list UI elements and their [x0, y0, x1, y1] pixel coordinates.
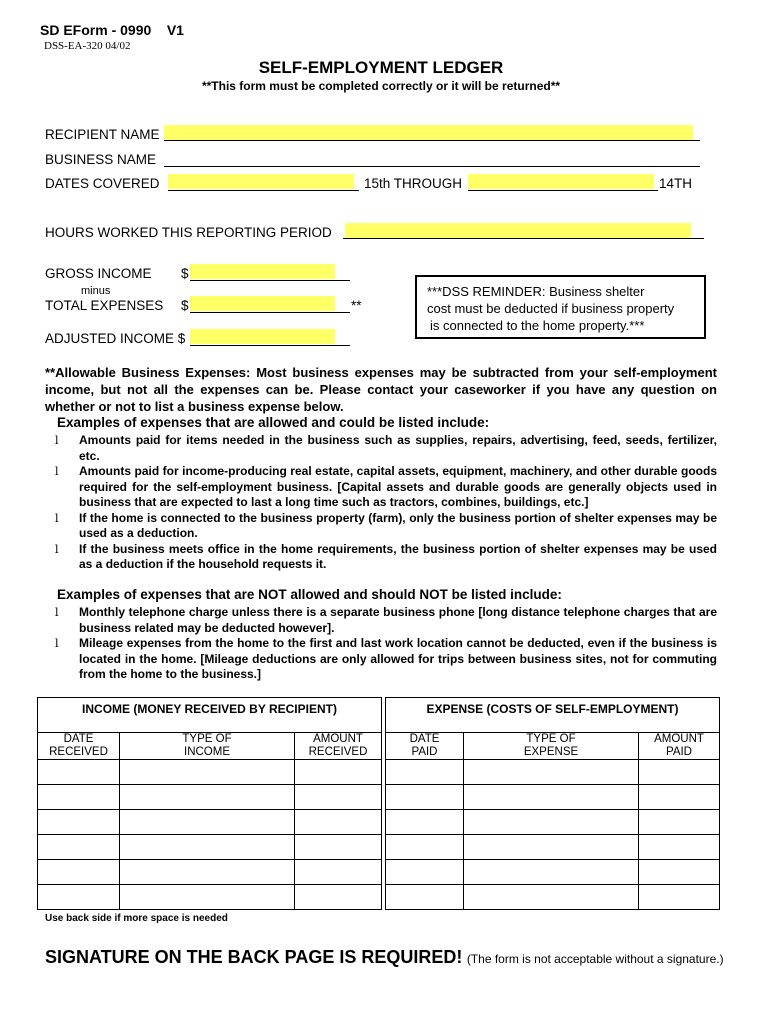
allowed-item	[55, 511, 717, 542]
bullet-mark: l	[55, 465, 59, 478]
adjusted-income-highlight	[190, 329, 335, 344]
dates-covered-label: DATES COVERED	[45, 176, 160, 191]
dates-to-highlight	[468, 174, 654, 189]
type-of-income-cell[interactable]	[120, 835, 295, 860]
col-date-paid: DATE PAID	[386, 733, 464, 760]
date-paid-cell[interactable]	[386, 885, 464, 910]
amount-paid-cell[interactable]	[639, 785, 720, 810]
ledger-row	[38, 785, 720, 810]
business-name-line	[164, 166, 700, 167]
page-title: SELF-EMPLOYMENT LEDGER	[258, 58, 504, 77]
hours-worked-line	[343, 238, 704, 239]
col-type-of-expense: TYPE OF EXPENSE	[464, 733, 639, 760]
form-id-text: SD EForm - 0990	[40, 22, 152, 38]
col-type-of-income: TYPE OF INCOME	[120, 733, 295, 760]
date-received-cell[interactable]	[38, 835, 120, 860]
not-allowed-item	[55, 605, 717, 636]
allowed-item	[55, 433, 717, 464]
gross-income-line	[190, 280, 350, 281]
type-of-expense-cell[interactable]	[464, 810, 639, 835]
dates-through-label: 15th THROUGH	[364, 176, 463, 191]
date-received-cell[interactable]	[38, 885, 120, 910]
business-name-label: BUSINESS NAME	[45, 152, 157, 167]
gross-income-highlight	[190, 264, 335, 279]
allowed-item-text: Amounts paid for items needed in the business such as supplies, repairs, advertising, feed, seeds, fertilizer, etc.	[79, 433, 717, 463]
form-id	[40, 22, 184, 38]
type-of-expense-cell[interactable]	[464, 785, 639, 810]
expense-heading: EXPENSE (COSTS OF SELF-EMPLOYMENT)	[386, 698, 720, 733]
allowed-item-text: If the home is connected to the business property (farm), only the business portion of shelter expenses may be used as a deduction.	[79, 510, 717, 540]
reminder-line-1: ***DSS REMINDER: Business shelter	[427, 284, 645, 299]
date-paid-cell[interactable]	[386, 760, 464, 785]
adjusted-income-label: ADJUSTED INCOME $	[45, 331, 186, 346]
col-amount-paid: AMOUNT PAID	[639, 733, 720, 760]
back-side-note: Use back side if more space is needed	[45, 913, 228, 924]
dates-to-suffix: 14TH	[659, 176, 693, 191]
not-allowed-heading: Examples of expenses that are NOT allowed and should NOT be listed include:	[57, 587, 562, 602]
amount-received-cell[interactable]	[295, 760, 382, 785]
allowed-item-text: If the business meets office in the home requirements, the business portion of shelter expenses may be used as a deduction if the household requests it.	[79, 541, 717, 571]
total-expenses-suffix: **	[351, 298, 362, 313]
amount-paid-cell[interactable]	[639, 760, 720, 785]
amount-paid-cell[interactable]	[639, 810, 720, 835]
date-paid-cell[interactable]	[386, 785, 464, 810]
dss-reminder-box	[415, 275, 706, 339]
total-expenses-currency: $	[181, 298, 189, 313]
minus-label: minus	[81, 285, 111, 297]
recipient-name-label: RECIPIENT NAME	[45, 127, 160, 142]
ledger-body	[38, 760, 720, 910]
amount-paid-cell[interactable]	[639, 835, 720, 860]
total-expenses-label: TOTAL EXPENSES	[45, 298, 164, 313]
amount-received-cell[interactable]	[295, 860, 382, 885]
total-expenses-line	[190, 312, 350, 313]
recipient-name-line	[164, 140, 700, 141]
hours-worked-highlight	[345, 223, 691, 238]
ledger-row	[38, 860, 720, 885]
type-of-income-cell[interactable]	[120, 785, 295, 810]
allowed-item	[55, 464, 717, 511]
allowed-heading: Examples of expenses that are allowed and could be listed include:	[57, 415, 490, 430]
page-subtitle: **This form must be completed correctly or it will be returned**	[201, 79, 561, 93]
dates-from-line	[168, 190, 359, 191]
type-of-expense-cell[interactable]	[464, 835, 639, 860]
bullet-mark: l	[55, 606, 59, 619]
date-paid-cell[interactable]	[386, 860, 464, 885]
type-of-expense-cell[interactable]	[464, 760, 639, 785]
col-date-received: DATE RECEIVED	[38, 733, 120, 760]
type-of-income-cell[interactable]	[120, 810, 295, 835]
recipient-name-highlight	[164, 125, 693, 140]
ledger-row	[38, 885, 720, 910]
dates-to-line	[468, 190, 658, 191]
total-expenses-highlight	[190, 296, 335, 311]
income-heading: INCOME (MONEY RECEIVED BY RECIPIENT)	[38, 698, 382, 733]
date-received-cell[interactable]	[38, 860, 120, 885]
date-paid-cell[interactable]	[386, 810, 464, 835]
col-amount-received: AMOUNT RECEIVED	[295, 733, 382, 760]
ledger-row	[38, 760, 720, 785]
ledger-table	[37, 697, 720, 910]
date-received-cell[interactable]	[38, 760, 120, 785]
type-of-expense-cell[interactable]	[464, 885, 639, 910]
amount-received-cell[interactable]	[295, 785, 382, 810]
amount-paid-cell[interactable]	[639, 860, 720, 885]
amount-paid-cell[interactable]	[639, 885, 720, 910]
signature-required: SIGNATURE ON THE BACK PAGE IS REQUIRED!	[45, 947, 463, 967]
type-of-income-cell[interactable]	[120, 885, 295, 910]
allowed-list	[55, 433, 717, 573]
allowed-item-text: Amounts paid for income-producing real estate, capital assets, equipment, machinery, and other durable goods required for the self-employment business. [Capital assets and durable goods are generally objects used in business that are expected to last a long time such as tractors, combines, buildings, etc.]	[79, 464, 717, 509]
bullet-mark: l	[55, 511, 59, 525]
date-received-cell[interactable]	[38, 810, 120, 835]
bullet-mark: l	[55, 434, 59, 447]
reminder-line-2: cost must be deducted if business property	[427, 301, 675, 316]
bullet-mark: l	[55, 542, 59, 556]
hours-worked-label: HOURS WORKED THIS REPORTING PERIOD	[45, 225, 332, 240]
not-allowed-item-text: Monthly telephone charge unless there is a separate business phone [long distance telephone charges that are business related may be deducted however].	[79, 605, 717, 635]
gross-income-label: GROSS INCOME	[45, 266, 152, 281]
signature-note: (The form is not acceptable without a signature.)	[466, 952, 724, 966]
adjusted-income-line	[190, 345, 350, 346]
ledger-row	[38, 835, 720, 860]
reminder-line-3: is connected to the home property.***	[430, 318, 645, 333]
allowed-item	[55, 542, 717, 573]
form-code: DSS-EA-320 04/02	[44, 40, 131, 52]
signature-statement	[45, 947, 724, 968]
bullet-mark: l	[55, 637, 59, 650]
amount-received-cell[interactable]	[295, 835, 382, 860]
not-allowed-item	[55, 636, 717, 683]
type-of-expense-cell[interactable]	[464, 860, 639, 885]
not-allowed-item-text: Mileage expenses from the home to the first and last work location cannot be deducted, even if the business is located in the home. [Mileage deductions are only allowed for trips between business sites, not for commuting from the home to the business.]	[79, 636, 717, 681]
amount-received-cell[interactable]	[295, 885, 382, 910]
date-paid-cell[interactable]	[386, 835, 464, 860]
allowable-expenses-note: **Allowable Business Expenses: Most business expenses may be subtracted from your self-employment income, but not all the expenses can be. Please contact your caseworker if you have any question on whether or not to list a business expense below.	[45, 365, 717, 414]
dates-from-highlight	[168, 174, 354, 189]
gross-income-currency: $	[181, 266, 189, 281]
amount-received-cell[interactable]	[295, 810, 382, 835]
type-of-income-cell[interactable]	[120, 860, 295, 885]
not-allowed-list	[55, 605, 717, 683]
form-version: V1	[166, 22, 184, 38]
ledger-row	[38, 810, 720, 835]
type-of-income-cell[interactable]	[120, 760, 295, 785]
date-received-cell[interactable]	[38, 785, 120, 810]
